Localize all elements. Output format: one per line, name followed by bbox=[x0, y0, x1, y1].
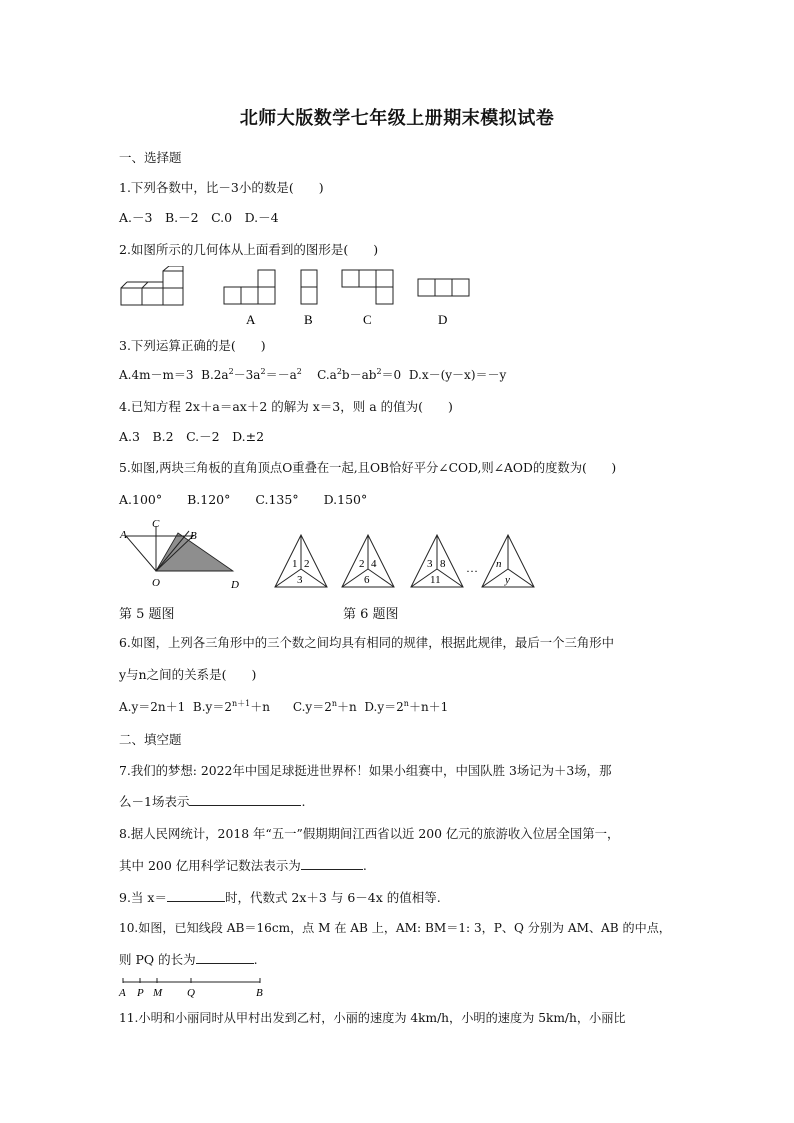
svg-text:1: 1 bbox=[292, 558, 298, 570]
option-a-label: A bbox=[246, 312, 256, 327]
point-o-label: O bbox=[152, 577, 160, 589]
question-4-stem: 4.已知方程 2x＋a＝ax＋2 的解为 x＝3，则 a 的值为( ) bbox=[119, 399, 453, 414]
question-5-figure bbox=[113, 516, 253, 592]
segment-point-b: B bbox=[256, 987, 263, 999]
question-11-line-1: 11.小明和小丽同时从甲村出发到乙村，小丽的速度为 4km/h，小明的速度为 5km/h，小丽比 bbox=[119, 1011, 626, 1025]
question-5-stem: 5.如图,两块三角板的直角顶点O重叠在一起,且OB恰好平分∠COD,则∠AOD的度数为( ) bbox=[119, 461, 617, 475]
question-3-option-a: A.4m－m＝3 bbox=[119, 368, 194, 382]
option-c-label: C bbox=[363, 312, 372, 327]
segment-point-a: A bbox=[119, 987, 126, 999]
question-7-line-2: 么－1场表示 . bbox=[119, 794, 306, 809]
question-1-stem: 1.下列各数中，比－3小的数是( ) bbox=[119, 180, 324, 195]
question-6-option-a: A.y＝2n＋1 bbox=[119, 700, 186, 714]
question-2-figure bbox=[115, 266, 485, 330]
option-b-figure bbox=[301, 270, 317, 304]
question-6-line-2: y与n之间的关系是( ) bbox=[119, 667, 257, 682]
segment-point-p: P bbox=[137, 987, 144, 999]
option-b-label: B bbox=[304, 312, 313, 327]
svg-text:11: 11 bbox=[430, 574, 441, 586]
question-6-option-c: $C.y=2^n+n$ bbox=[292, 699, 357, 714]
svg-text:4: 4 bbox=[371, 558, 377, 570]
figure-6-caption: 第 6 题图 bbox=[343, 607, 399, 622]
svg-text:6: 6 bbox=[364, 574, 370, 586]
segment-point-q: Q bbox=[187, 987, 195, 999]
question-8-line-1: 8.据人民网统计，2018 年“五一”假期期间江西省以近 200 亿元的旅游收入位居全国第一， bbox=[119, 826, 620, 841]
question-2-solid bbox=[121, 266, 183, 305]
question-6-figure bbox=[270, 532, 538, 592]
pattern-triangle-4 bbox=[482, 535, 534, 587]
question-8-answer-blank[interactable] bbox=[301, 857, 363, 870]
option-d-figure bbox=[418, 279, 469, 296]
figure-5-caption: 第 5 题图 bbox=[119, 607, 175, 622]
question-10-line-1: 10.如图，已知线段 AB＝16cm，点 M 在 AB 上，AM: BM＝1: 3，P、Q 分别为 AM、AB 的中点， bbox=[119, 921, 671, 935]
point-d-label: D bbox=[231, 579, 239, 591]
svg-text:3: 3 bbox=[297, 574, 303, 586]
question-3-option-c: $C.a^2b-ab^2=0$ bbox=[317, 367, 402, 382]
question-2-stem: 2.如图所示的几何体从上面看到的图形是( ) bbox=[119, 242, 379, 257]
question-10-segment-figure bbox=[117, 974, 277, 1000]
pattern-triangle-2 bbox=[342, 535, 394, 587]
svg-text:2: 2 bbox=[359, 558, 365, 570]
question-10-answer-blank[interactable] bbox=[196, 951, 254, 964]
page-title: 北师大版数学七年级上册期末模拟试卷 bbox=[239, 108, 555, 129]
question-6-options bbox=[119, 698, 448, 715]
pattern-triangle-3 bbox=[411, 535, 463, 587]
point-b-label: B bbox=[190, 530, 197, 542]
svg-text:3: 3 bbox=[427, 558, 433, 570]
question-4-options: A.3 B.2 C.－2 D.±2 bbox=[119, 429, 265, 444]
point-c-label: C bbox=[152, 518, 160, 530]
question-6-line-1: 6.如图，上列各三角形中的三个数之间均具有相同的规律，根据此规律，最后一个三角形中 bbox=[119, 635, 615, 650]
question-3-option-b: $B.2a^2-3a^2=-a^2$ bbox=[201, 367, 302, 382]
question-3-options bbox=[119, 366, 506, 383]
section-heading-choice: 一、选择题 bbox=[119, 150, 182, 165]
svg-text:2: 2 bbox=[304, 558, 310, 570]
pattern-ellipsis: … bbox=[466, 561, 478, 575]
question-8-line-2: 其中 200 亿用科学记数法表示为 . bbox=[119, 858, 367, 873]
question-3-option-d: D.x－(y－x)＝－y bbox=[408, 368, 507, 382]
question-6-option-d: $D.y=2^n+n+1$ bbox=[364, 699, 449, 714]
question-9-answer-blank[interactable] bbox=[167, 889, 225, 902]
svg-text:8: 8 bbox=[440, 558, 446, 570]
question-9: 9.当 x＝ 时，代数式 2x＋3 与 6－4x 的值相等. bbox=[119, 890, 441, 905]
question-3-stem: 3.下列运算正确的是( ) bbox=[119, 338, 266, 353]
segment-point-m: M bbox=[153, 987, 163, 999]
question-5-options: A.100° B.120° C.135° D.150° bbox=[119, 492, 368, 507]
svg-text:n: n bbox=[496, 558, 502, 570]
pattern-triangle-1 bbox=[275, 535, 327, 587]
option-d-label: D bbox=[438, 312, 448, 327]
option-c-figure bbox=[342, 270, 393, 304]
question-1-options: A.－3 B.－2 C.0 D.－4 bbox=[119, 210, 279, 225]
question-6-option-b: $B.y=2^{n+1}+n$ bbox=[192, 699, 270, 714]
option-a-figure bbox=[224, 270, 275, 304]
question-10-line-2: 则 PQ 的长为 . bbox=[119, 952, 258, 967]
svg-text:y: y bbox=[505, 574, 510, 586]
question-7-answer-blank[interactable] bbox=[189, 793, 301, 806]
question-7-line-1: 7.我们的梦想: 2022年中国足球挺进世界杯！如果小组赛中，中国队胜 3场记为＋3场，那 bbox=[119, 763, 612, 778]
section-heading-fill: 二、填空题 bbox=[119, 732, 182, 747]
point-a-label: A bbox=[120, 529, 127, 541]
